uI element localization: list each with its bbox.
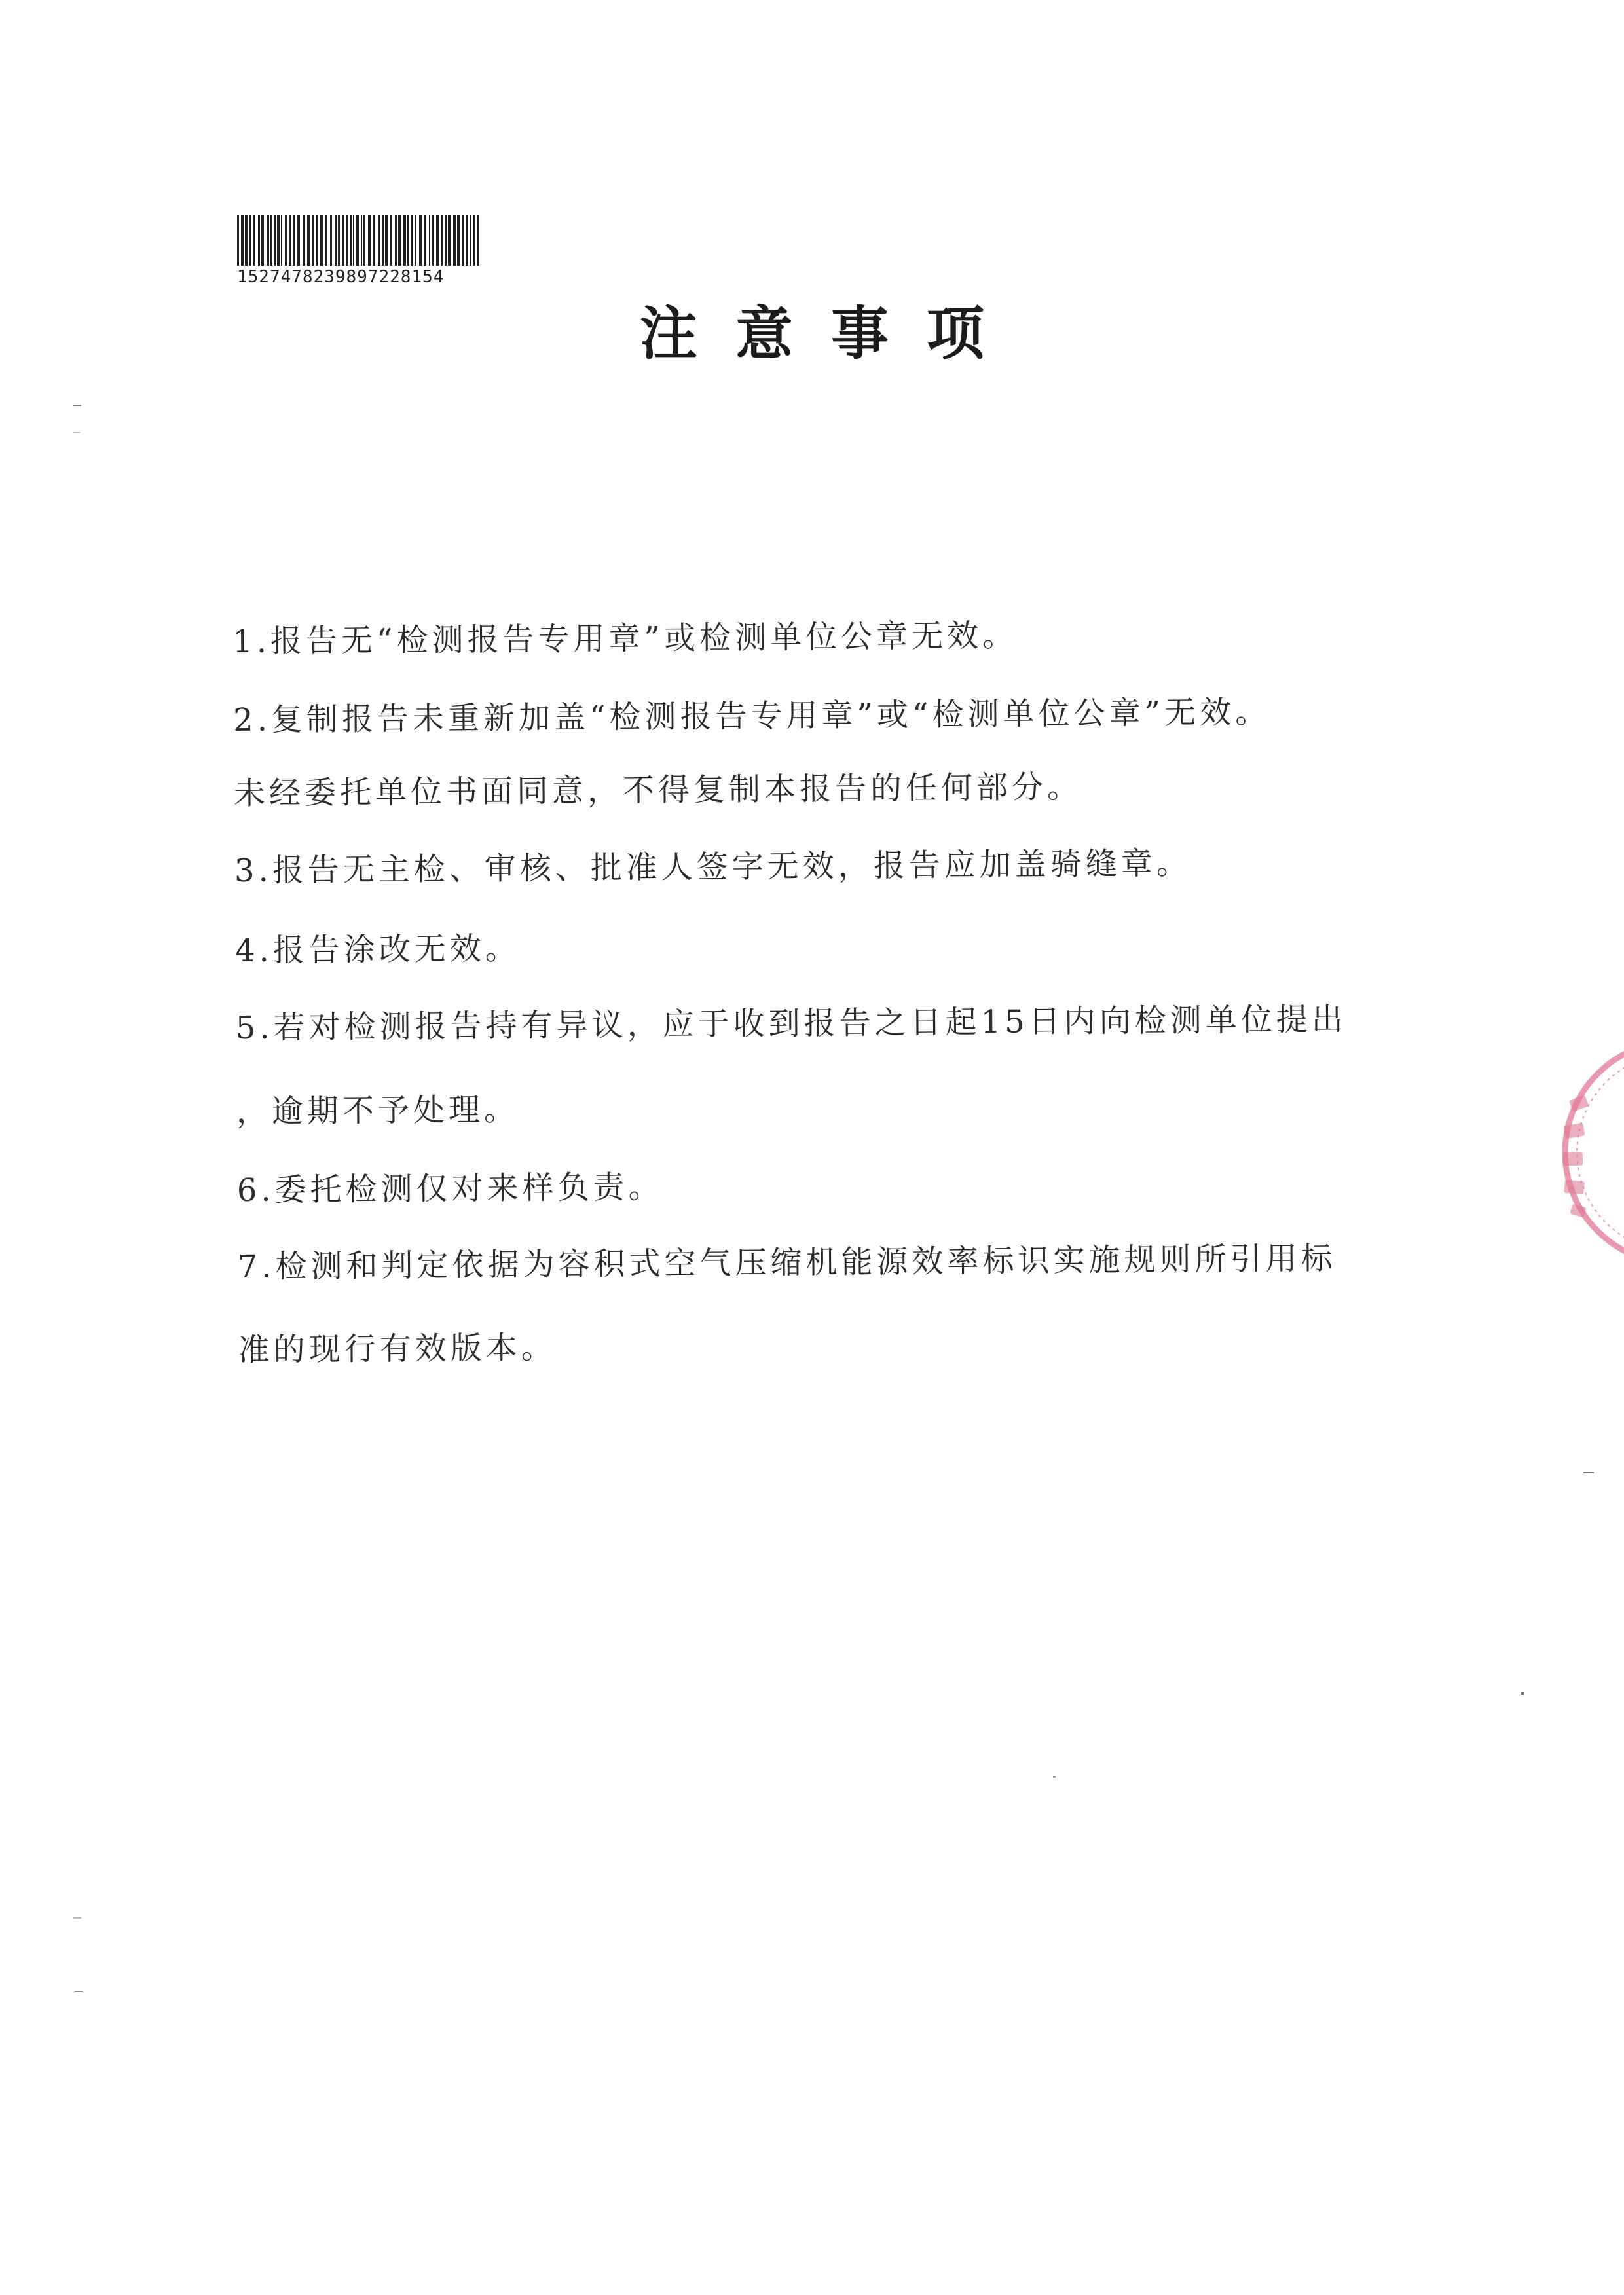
barcode-bar (411, 215, 413, 266)
barcode-number: 1527478239897228154 (237, 267, 445, 287)
barcode-bar (470, 215, 471, 266)
barcode-bar (429, 215, 430, 266)
notice-item-5-continued: ，逾期不予处理。 (236, 1091, 520, 1130)
barcode-bar (312, 215, 314, 266)
barcode-bar (441, 215, 443, 266)
barcode-bar (382, 215, 384, 266)
barcode-bar (245, 215, 248, 266)
seam-seal-stamp (1513, 1035, 1624, 1270)
barcode-bar (398, 215, 401, 266)
barcode-bar (261, 215, 264, 266)
barcode-bar (270, 215, 272, 266)
scan-speck (73, 1917, 81, 1919)
barcode-bar (419, 215, 422, 266)
barcode-bar (346, 215, 348, 266)
barcode (237, 215, 486, 287)
notice-item-3: 3.报告无主检、审核、批准人签字无效，报告应加盖骑缝章。 (234, 845, 1192, 889)
barcode-bar (415, 215, 416, 266)
barcode-bar (338, 215, 340, 266)
barcode-bar (330, 215, 332, 266)
scan-speck (73, 432, 80, 433)
barcode-bar (316, 215, 318, 266)
barcode-bar (466, 215, 468, 266)
barcode-bar (350, 215, 352, 266)
barcode-bar (293, 215, 295, 266)
barcode-bar (385, 215, 388, 266)
barcode-bar (436, 215, 439, 266)
notice-item-5: 5.若对检测报告持有异议，应于收到报告之日起15日内向检测单位提出 (235, 1001, 1347, 1046)
scan-speck (73, 405, 81, 406)
barcode-bars (237, 215, 481, 266)
barcode-bar (303, 215, 304, 266)
barcode-bar (258, 215, 260, 266)
barcode-bar (274, 215, 276, 266)
barcode-bar (457, 215, 460, 266)
barcode-bar (424, 215, 426, 266)
notice-item-1: 1.报告无“检测报告专用章”或检测单位公章无效。 (232, 617, 1018, 660)
notice-list (232, 613, 1411, 1368)
notice-item-2-continued: 未经委托单位书面同意，不得复制本报告的任何部分。 (233, 768, 1083, 812)
barcode-bar (325, 215, 327, 266)
barcode-bar (390, 215, 392, 266)
page-title: 注意事项 (639, 299, 1022, 367)
barcode-bar (335, 215, 337, 266)
scan-speck (1053, 1776, 1056, 1778)
barcode-bar (307, 215, 310, 266)
barcode-bar (281, 215, 282, 266)
notice-item-7: 7.检测和判定依据为容积式空气压缩机能源效率标识实施规则所引用标 (237, 1239, 1337, 1285)
barcode-bar (342, 215, 344, 266)
barcode-bar (395, 215, 397, 266)
scan-speck (1521, 1692, 1524, 1695)
notice-item-4: 4.报告涂改无效。 (234, 930, 521, 969)
barcode-bar (448, 215, 451, 266)
barcode-bar (373, 215, 375, 266)
barcode-bar (403, 215, 406, 266)
barcode-bar (353, 215, 354, 266)
barcode-bar (473, 215, 475, 266)
notice-item-2: 2.复制报告未重新加盖“检测报告专用章”或“检测单位公章”无效。 (232, 693, 1271, 739)
barcode-bar (297, 215, 300, 266)
barcode-bar (253, 215, 255, 266)
barcode-bar (277, 215, 280, 266)
barcode-bar (237, 215, 239, 266)
barcode-bar (462, 215, 464, 266)
barcode-bar (289, 215, 291, 266)
barcode-bar (363, 215, 365, 266)
barcode-bar (361, 215, 362, 266)
barcode-bar (368, 215, 371, 266)
barcode-bar (453, 215, 456, 266)
barcode-bar (445, 215, 447, 266)
barcode-bar (241, 215, 244, 266)
scan-speck (1583, 1472, 1594, 1473)
notice-item-6: 6.委托检测仅对来样负责。 (236, 1168, 664, 1209)
barcode-bar (477, 215, 479, 266)
scan-speck (75, 1991, 83, 1992)
barcode-bar (407, 215, 409, 266)
barcode-bar (378, 215, 380, 266)
notice-item-7-continued: 准的现行有效版本。 (238, 1329, 557, 1368)
barcode-bar (432, 215, 434, 266)
barcode-bar (356, 215, 359, 266)
barcode-bar (285, 215, 287, 266)
barcode-bar (320, 215, 323, 266)
barcode-bar (249, 215, 251, 266)
barcode-bar (267, 215, 269, 266)
